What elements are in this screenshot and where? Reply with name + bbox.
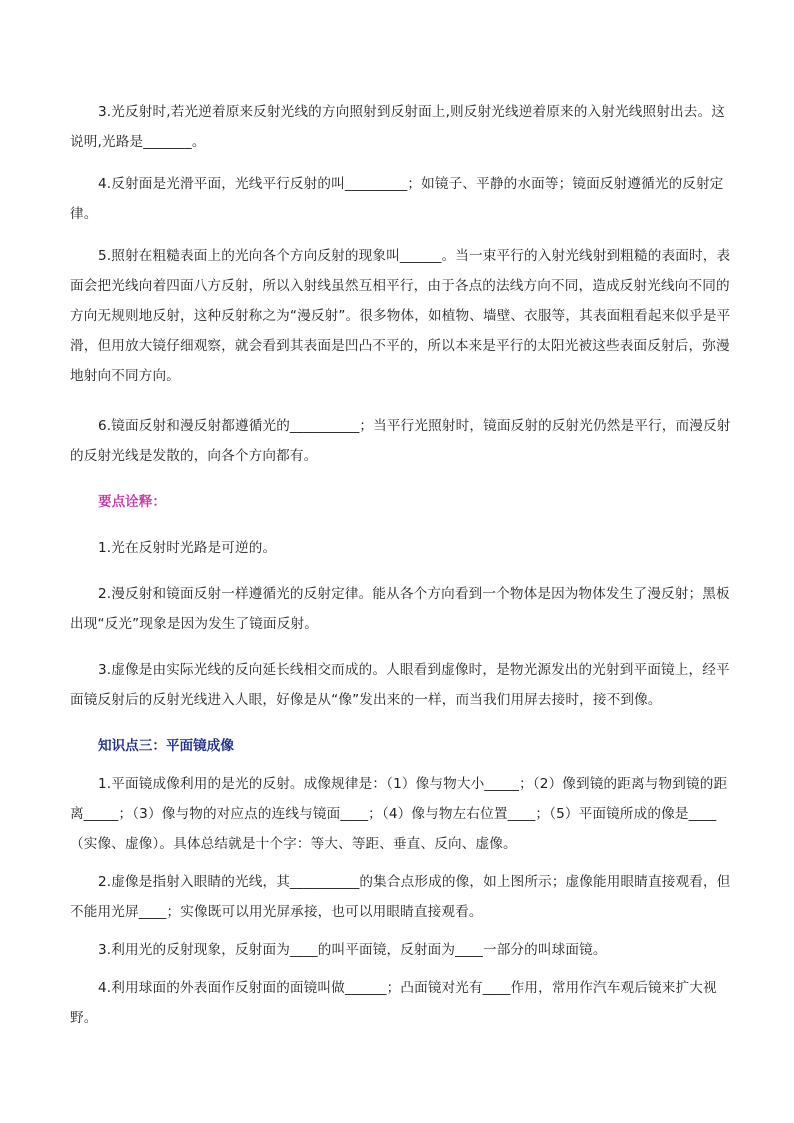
section-heading-plane-mirror: 知识点三：平面镜成像 [98, 738, 234, 754]
document-page [70, 97, 732, 1041]
paragraph-mirror-types: 3.利用光的反射现象，反射面为____的叫平面镜，反射面为____一部分的叫球面镜。 [98, 942, 607, 958]
paragraph-light-path-reversible: 3.光反射时,若光逆着原来反射光线的方向照射到反射面上,则反射光线逆着原来的入射光线照射出去。这说明,光路是_______。 [70, 104, 725, 150]
key-point-3: 3.虚像是由实际光线的反向延长线相交而成的。人眼看到虚像时，是物光源发出的光射到平面镜上，经平面镜反射后的反射光线进入人眼，好像是从“像”发出来的一样，而当我们用屏去接时，接不到像。 [70, 662, 730, 708]
paragraph-virtual-image: 2.虚像是指射入眼睛的光线，其__________的集合点形成的像，如上图所示；虚像能用眼睛直接观看，但不能用光屏____；实像既可以用光屏承接，也可以用眼睛直接观看。 [70, 874, 731, 920]
paragraph-plane-mirror-imaging: 1.平面镜成像利用的是光的反射。成像规律是：（1）像与物大小_____；（2）像到镜的距离与物到镜的距离_____；（3）像与物的对应点的连线与镜面____；（4）像与物左右位置____；（5）平面镜所成的像是____（实像、虚像）。具体总结就是十个字：等大、等距、垂直、反向、虚像。 [70, 776, 728, 852]
paragraph-specular-reflection: 4.反射面是光滑平面，光线平行反射的叫_________；如镜子、平静的水面等；镜面反射遵循光的反射定律。 [70, 176, 724, 222]
paragraph-diffuse-reflection: 5.照射在粗糙表面上的光向各个方向反射的现象叫______。当一束平行的入射光线射到粗糙的表面时，表面会把光线向着四面八方反射，所以入射线虽然互相平行，由于各点的法线方向不同，造成反射光线向不同的方向无规则地反射，这种反射称之为“漫反射”。很多物体，如植物、墙壁、衣服等，其表面粗看起来似乎是平滑，但用放大镜仔细观察，就会看到其表面是凹凸不平的，所以本来是平行的太阳光被这些表面反射后，弥漫地射向不同方向。 [70, 248, 731, 384]
key-points-heading: 要点诠释： [98, 494, 166, 510]
key-point-1: 1.光在反射时光路是可逆的。 [98, 540, 277, 556]
key-point-2: 2.漫反射和镜面反射一样遵循光的反射定律。能从各个方向看到一个物体是因为物体发生了漫反射；黑板出现“反光”现象是因为发生了镜面反射。 [70, 586, 730, 632]
paragraph-reflection-law: 6.镜面反射和漫反射都遵循光的__________；当平行光照射时，镜面反射的反射光仍然是平行，而漫反射的反射光线是发散的，向各个方向都有。 [70, 418, 731, 464]
paragraph-convex-mirror: 4.利用球面的外表面作反射面的面镜叫做______；凸面镜对光有____作用，常用作汽车观后镜来扩大视野。 [70, 980, 717, 1026]
